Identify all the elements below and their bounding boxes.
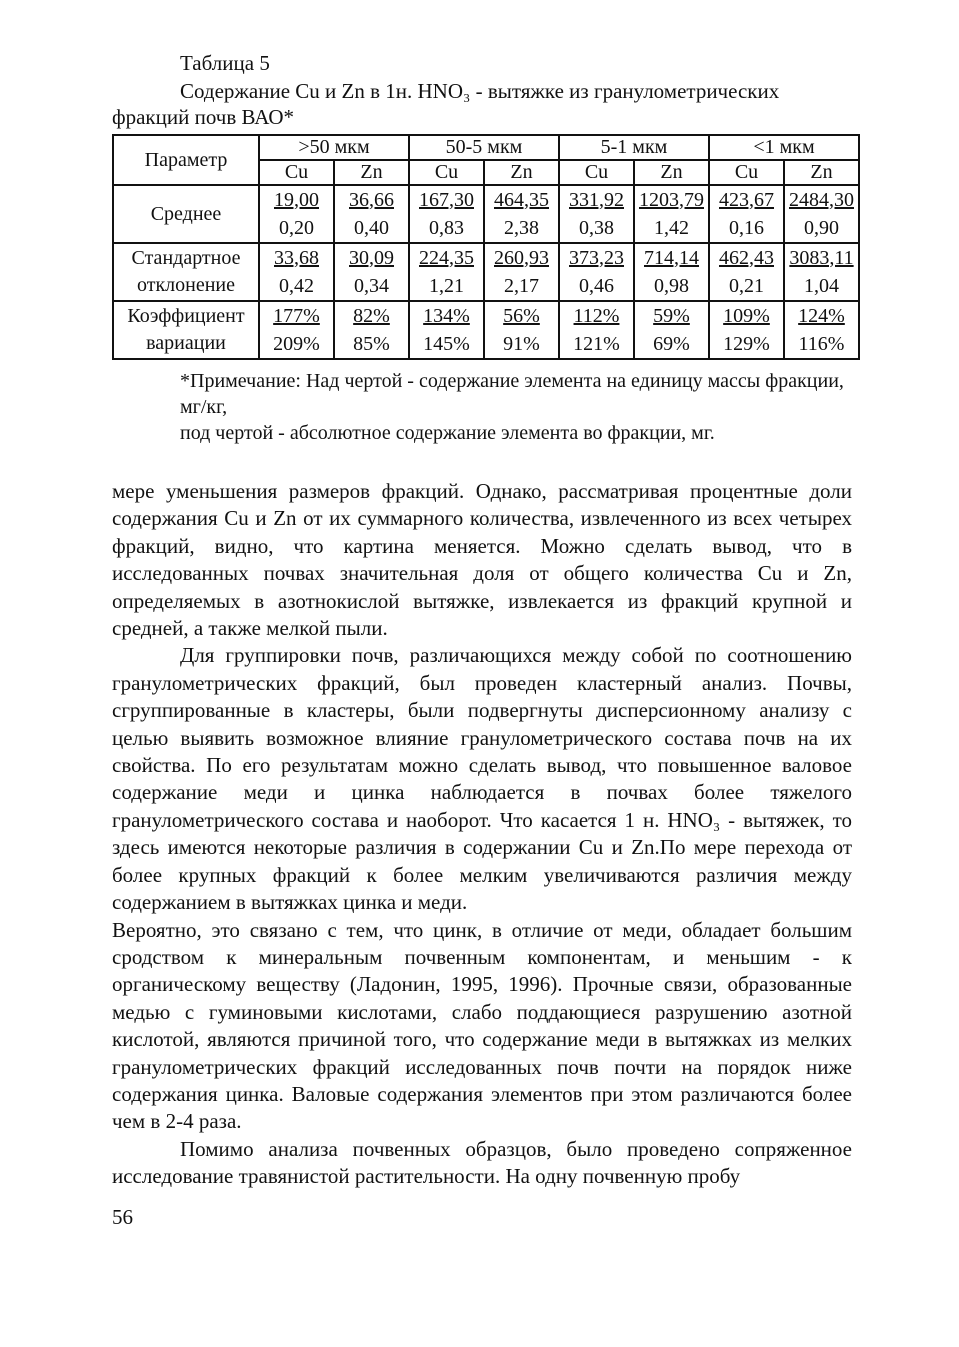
value-cell-top <box>334 301 409 330</box>
table-title-text: Содержание Cu и Zn в 1н. HNO₃ - вытяжке из гранулометрических фракций почв ВАО* <box>112 79 780 129</box>
value-cell-bottom: 121% <box>559 330 634 359</box>
value-cell-bottom: 0,90 <box>784 214 859 243</box>
value-cell-top <box>409 301 484 330</box>
paragraph: мере уменьшения размеров фракций. Однако, рассматривая процентные доли содержания Cu и Zn от их суммарного количества, извлеченного из всех четырех фракций, видно, что картина меняется. Можно сделать вывод, что в исследованных почвах значительная доля от общего количества Cu и Zn, определяемых в азотнокислой вытяжке, извлекается из фракций крупной и средней, а также мелкой пыли. <box>112 479 852 641</box>
table-row <box>113 301 859 330</box>
header-element: Zn <box>634 160 709 185</box>
row-label <box>113 301 259 359</box>
value-cell-bottom: 1,04 <box>784 272 859 301</box>
value-cell-top <box>484 301 559 330</box>
table-title <box>112 78 852 130</box>
value-top: 124% <box>798 304 845 327</box>
value-cell-top <box>634 243 709 272</box>
value-top: 462,43 <box>719 246 774 269</box>
value-cell-bottom: 1,21 <box>409 272 484 301</box>
value-top: 714,14 <box>644 246 699 269</box>
value-cell-top <box>259 301 334 330</box>
header-element: Zn <box>784 160 859 185</box>
value-cell-bottom: 1,42 <box>634 214 709 243</box>
value-cell-top <box>784 185 859 214</box>
value-cell-bottom: 129% <box>709 330 784 359</box>
value-cell-top <box>709 185 784 214</box>
value-cell-top <box>484 185 559 214</box>
row-label-line: отклонение <box>136 274 236 296</box>
header-fraction: 50-5 мкм <box>409 135 559 160</box>
value-cell-top <box>409 185 484 214</box>
value-top: 33,68 <box>274 246 319 269</box>
table-caption: Таблица 5 <box>180 51 270 75</box>
header-row <box>113 135 859 160</box>
value-cell-bottom: 0,38 <box>559 214 634 243</box>
value-top: 464,35 <box>494 188 549 211</box>
value-cell-top <box>484 243 559 272</box>
value-top: 177% <box>273 304 320 327</box>
value-cell-top <box>784 243 859 272</box>
value-top: 260,93 <box>494 246 549 269</box>
value-cell-bottom: 0,42 <box>259 272 334 301</box>
value-cell-bottom: 91% <box>484 330 559 359</box>
note-line-1: *Примечание: Над чертой - содержание элемента на единицу массы фракции, мг/кг, <box>180 370 844 418</box>
value-cell-top <box>259 243 334 272</box>
value-top: 82% <box>353 304 390 327</box>
page-number: 56 <box>112 1205 133 1229</box>
table-note <box>112 368 854 446</box>
value-cell-bottom: 0,21 <box>709 272 784 301</box>
value-top: 1203,79 <box>639 188 704 211</box>
value-cell-bottom: 0,20 <box>259 214 334 243</box>
value-top: 109% <box>723 304 770 327</box>
table-row <box>113 185 859 214</box>
value-top: 19,00 <box>274 188 319 211</box>
value-top: 373,23 <box>569 246 624 269</box>
row-label <box>113 185 259 243</box>
row-label-line: Коэффициент <box>127 305 245 327</box>
row-label-line: Среднее <box>150 202 222 225</box>
value-cell-top <box>634 301 709 330</box>
header-element: Zn <box>484 160 559 185</box>
table-body <box>113 185 859 359</box>
value-top: 331,92 <box>569 188 624 211</box>
value-cell-top <box>409 243 484 272</box>
header-fraction: >50 мкм <box>259 135 409 160</box>
value-cell-top <box>784 301 859 330</box>
data-table <box>112 134 860 360</box>
value-cell-top <box>634 185 709 214</box>
value-top: 36,66 <box>349 188 394 211</box>
value-cell-bottom: 2,38 <box>484 214 559 243</box>
value-cell-bottom: 0,40 <box>334 214 409 243</box>
value-cell-bottom: 0,83 <box>409 214 484 243</box>
value-top: 134% <box>423 304 470 327</box>
header-element: Cu <box>259 160 334 185</box>
paragraph: Для группировки почв, различающихся между собой по соотношению гранулометрических фракций, был проведен кластерный анализ. Почвы, сгруппированные в кластеры, были подвергнуты дисперсионному анализу с целью выявить возможное влияние гранулометрического состава почв на их свойства. По его результатам можно сделать вывод, что повышенное валовое содержание меди и цинка наблюдается в почвах более тяжелого гранулометрического состава и наоборот. Что касается 1 н. HNO₃ - вытяжек, то здесь имеются некоторые различия в содержании Cu и Zn.По мере перехода от более крупных фракций к более мелким увеличиваются различия между содержанием в вытяжках цинка и меди. <box>112 643 852 915</box>
row-label-line: вариации <box>146 332 226 354</box>
paragraph: Помимо анализа почвенных образцов, было проведено сопряженное исследование травянистой растительности. На одну почвенную пробу <box>112 1136 852 1189</box>
row-label <box>113 243 259 301</box>
value-cell-bottom: 69% <box>634 330 709 359</box>
value-cell-top <box>334 243 409 272</box>
value-top: 59% <box>653 304 690 327</box>
header-element: Zn <box>334 160 409 185</box>
value-top: 112% <box>573 304 620 327</box>
value-cell-top <box>559 243 634 272</box>
value-top: 56% <box>503 304 540 327</box>
table-row <box>113 243 859 272</box>
value-top: 2484,30 <box>789 188 854 211</box>
value-cell-top <box>559 185 634 214</box>
header-element: Cu <box>559 160 634 185</box>
value-top: 423,67 <box>719 188 774 211</box>
value-cell-top <box>709 301 784 330</box>
value-cell-bottom: 0,46 <box>559 272 634 301</box>
header-parameter: Параметр <box>113 135 259 185</box>
header-element: Cu <box>709 160 784 185</box>
value-top: 224,35 <box>419 246 474 269</box>
note-line-2: под чертой - абсолютное содержание элемента во фракции, мг. <box>180 422 715 444</box>
value-cell-top <box>334 185 409 214</box>
value-top: 30,09 <box>349 246 394 269</box>
body-text <box>112 478 852 1191</box>
value-cell-bottom: 209% <box>259 330 334 359</box>
value-cell-bottom: 145% <box>409 330 484 359</box>
value-cell-bottom: 0,98 <box>634 272 709 301</box>
value-top: 3083,11 <box>789 246 854 269</box>
value-cell-top <box>709 243 784 272</box>
paragraph: Вероятно, это связано с тем, что цинк, в отличие от меди, обладает большим сродством к минеральным почвенным компонентам, и меньшим - к органическому веществу (Ладонин, 1995, 1996). Прочные связи, образованные медью с гуминовыми кислотами, слабо поддающиеся разрушению азотной кислотой, являются причиной того, что содержание меди в вытяжках из мелких гранулометрических фракций исследованных почв почти на порядок ниже содержания цинка. Валовые содержания элементов при этом различаются более чем в 2-4 раза. <box>112 917 852 1134</box>
value-cell-bottom: 0,16 <box>709 214 784 243</box>
header-element: Cu <box>409 160 484 185</box>
value-top: 167,30 <box>419 188 474 211</box>
value-cell-bottom: 2,17 <box>484 272 559 301</box>
value-cell-bottom: 85% <box>334 330 409 359</box>
header-fraction: 5-1 мкм <box>559 135 709 160</box>
value-cell-top <box>559 301 634 330</box>
header-fraction: <1 мкм <box>709 135 859 160</box>
value-cell-bottom: 116% <box>784 330 859 359</box>
value-cell-top <box>259 185 334 214</box>
row-label-line: Стандартное <box>131 247 241 269</box>
value-cell-bottom: 0,34 <box>334 272 409 301</box>
